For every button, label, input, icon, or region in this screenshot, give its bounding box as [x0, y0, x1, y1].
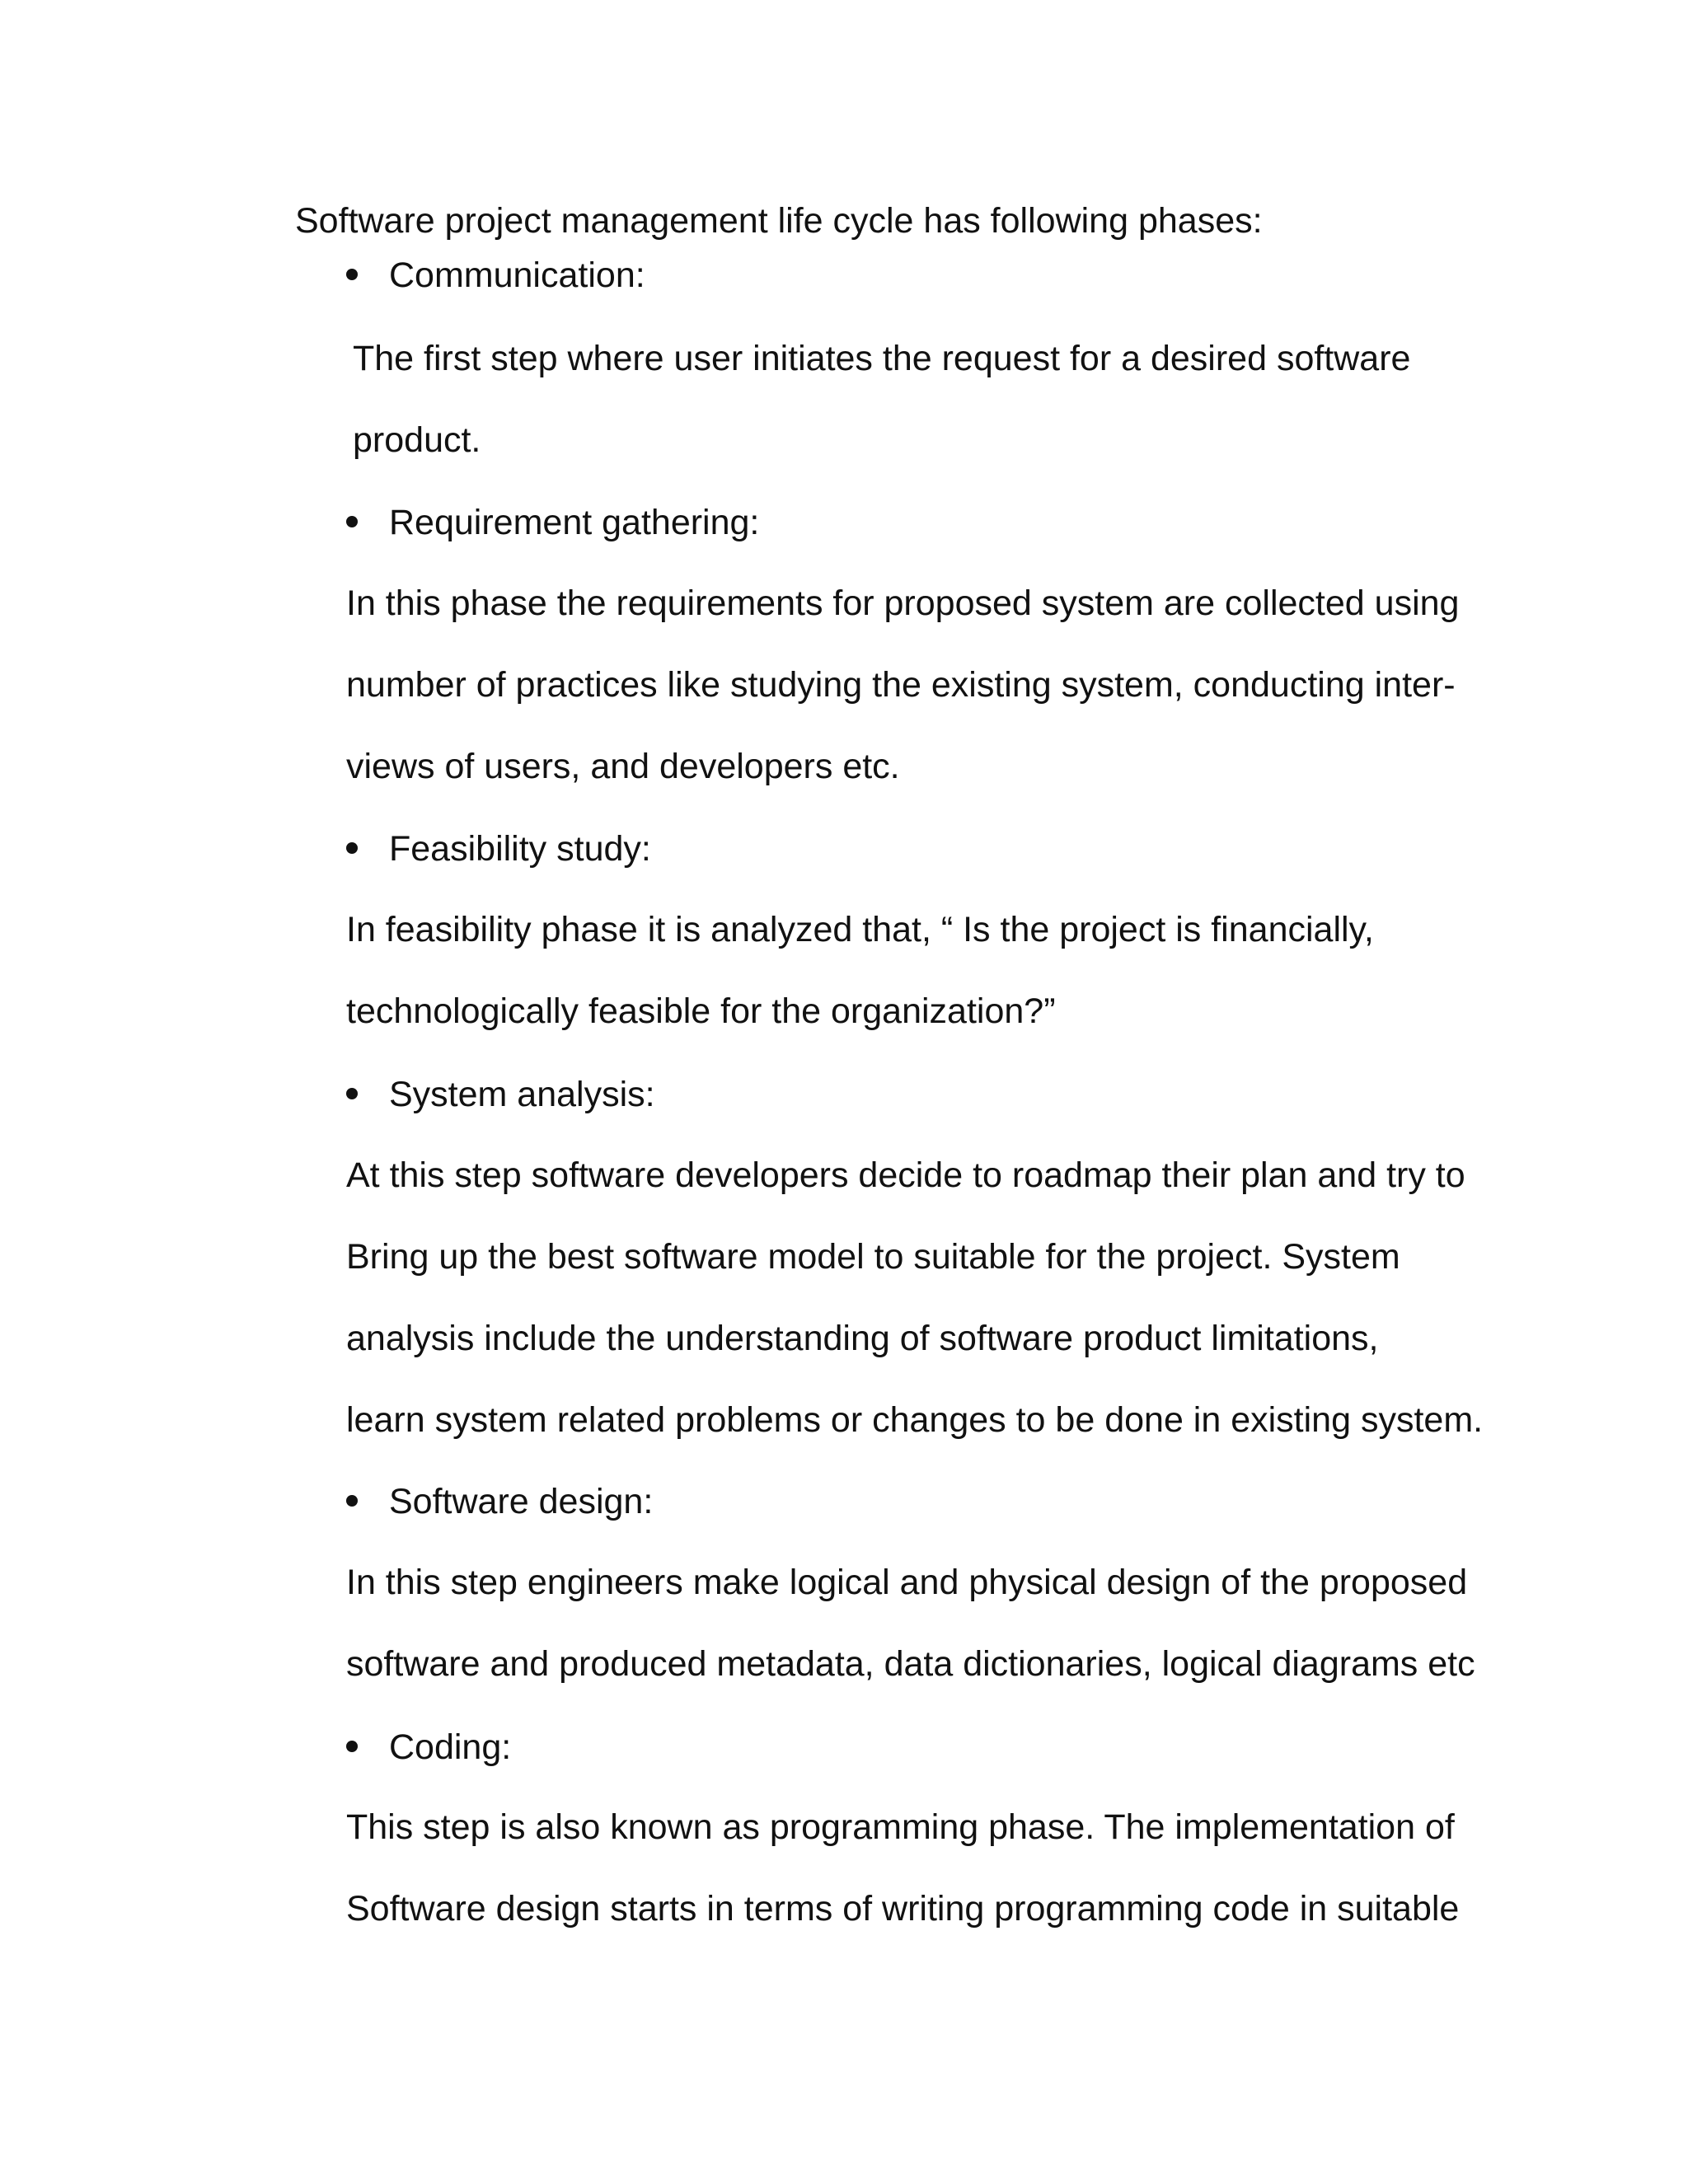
paragraph-line: product. — [353, 420, 481, 460]
phase-coding-text — [346, 1787, 1459, 1950]
bullet-icon — [346, 1741, 358, 1752]
phase-requirement-text — [346, 563, 1459, 808]
paragraph-line: Software design starts in terms of writing programming code in suitable — [346, 1889, 1460, 1929]
bullet-icon — [346, 1088, 358, 1099]
paragraph-line: This step is also known as programming phase. The implementation of — [346, 1807, 1455, 1847]
paragraph-line: In this step engineers make logical and physical design of the proposed — [346, 1563, 1468, 1602]
bullet-icon — [346, 516, 358, 527]
paragraph-line: views of users, and developers etc. — [346, 747, 900, 786]
phase-software-design-text — [346, 1542, 1475, 1705]
intro-heading: Software project management life cycle has following phases: — [295, 201, 1263, 241]
paragraph-line: The first step where user initiates the request for a desired software — [353, 339, 1411, 378]
paragraph-line: technologically feasible for the organization?” — [346, 991, 1056, 1031]
bullet-icon — [346, 842, 358, 854]
bullet-icon — [346, 1495, 358, 1507]
paragraph-line: software and produced metadata, data dictionaries, logical diagrams etc — [346, 1644, 1475, 1684]
paragraph-line: number of practices like studying the existing system, conducting inter- — [346, 665, 1456, 705]
phase-communication-title: Communication: — [346, 251, 645, 300]
bullet-icon — [346, 269, 358, 280]
paragraph-line: Bring up the best software model to suitable for the project. System — [346, 1237, 1400, 1277]
phase-communication-text — [353, 318, 1410, 481]
paragraph-line: In this phase the requirements for proposed system are collected using — [346, 583, 1460, 623]
paragraph-line: analysis include the understanding of software product limitations, — [346, 1319, 1379, 1358]
paragraph-line: learn system related problems or changes to be done in existing system. — [346, 1400, 1484, 1440]
phase-coding-title: Coding: — [346, 1722, 511, 1772]
phase-requirement-title: Requirement gathering: — [346, 498, 759, 547]
phase-feasibility-title: Feasibility study: — [346, 824, 651, 874]
phase-system-analysis-title: System analysis: — [346, 1070, 655, 1119]
phase-system-analysis-text — [346, 1135, 1483, 1461]
phase-feasibility-text — [346, 889, 1374, 1052]
paragraph-line: In feasibility phase it is analyzed that, “ Is the project is financially, — [346, 910, 1374, 949]
phase-software-design-title: Software design: — [346, 1477, 653, 1526]
paragraph-line: At this step software developers decide to roadmap their plan and try to — [346, 1155, 1465, 1195]
